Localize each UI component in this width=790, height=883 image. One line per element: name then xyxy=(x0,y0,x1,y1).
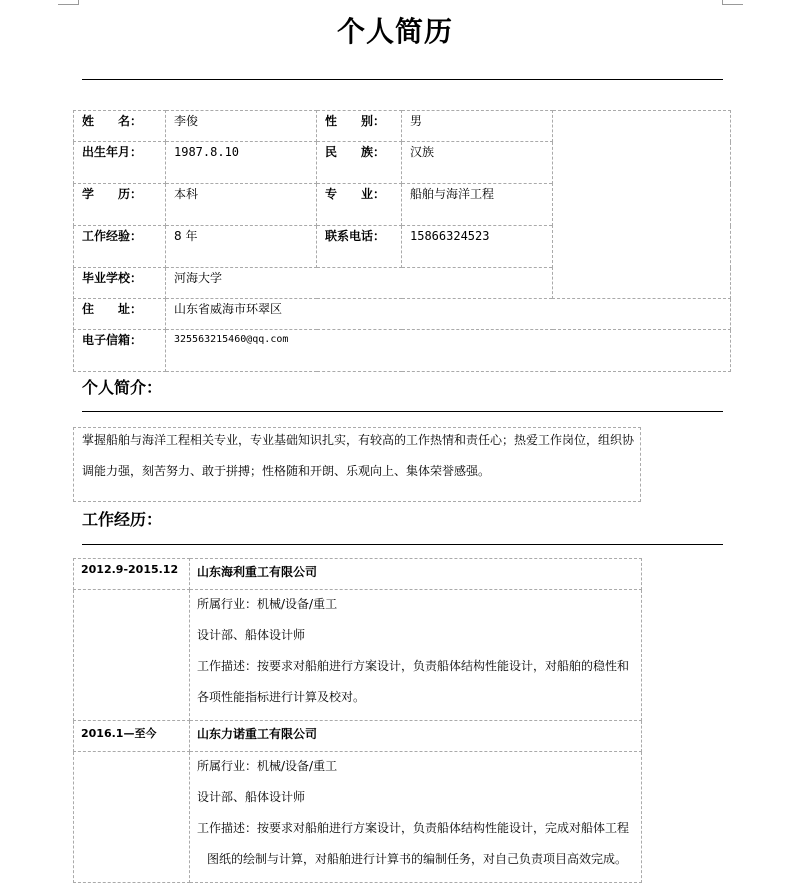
school-label: 毕业学校： xyxy=(74,268,166,299)
job-header-row xyxy=(74,721,642,752)
address-value: 山东省威海市环翠区 xyxy=(166,299,731,330)
page-corner-mark-right xyxy=(722,0,743,5)
page-corner-mark-left xyxy=(58,0,79,5)
job-position: 设计部、船体设计师 xyxy=(197,790,306,804)
address-label: 住 址： xyxy=(74,299,166,330)
job-period-spacer xyxy=(74,590,190,721)
work-history-table xyxy=(73,558,642,883)
job-company: 山东海利重工有限公司 xyxy=(190,559,642,590)
ethnicity-value: 汉族 xyxy=(402,142,553,184)
job-period: 2012.9-2015.12 xyxy=(74,559,190,590)
job-industry: 所属行业：机械/设备/重工 xyxy=(197,597,338,611)
job-details xyxy=(190,590,642,721)
job-detail-row xyxy=(74,590,642,721)
work-divider xyxy=(82,544,723,545)
name-value: 李俊 xyxy=(166,111,317,142)
phone-value: 15866324523 xyxy=(402,226,553,268)
job-industry: 所属行业：机械/设备/重工 xyxy=(197,759,338,773)
summary-box xyxy=(73,427,641,502)
name-label: 姓 名： xyxy=(74,111,166,142)
job-desc-line-1: 工作描述：按要求对船舶进行方案设计，负责船体结构性能设计，完成对船体工程 xyxy=(197,821,630,835)
page-title: 个人简历 xyxy=(336,15,453,48)
ethnicity-label: 民 族： xyxy=(317,142,402,184)
summary-heading: 个人简介： xyxy=(82,378,163,397)
email-value: 325563215460@qq.com xyxy=(166,330,731,372)
gender-label: 性 别： xyxy=(317,111,402,142)
gender-value: 男 xyxy=(402,111,553,142)
job-header-row xyxy=(74,559,642,590)
education-label: 学 历： xyxy=(74,184,166,226)
photo-placeholder xyxy=(553,111,731,299)
education-value: 本科 xyxy=(166,184,317,226)
experience-value: 8 年 xyxy=(166,226,317,268)
major-label: 专 业： xyxy=(317,184,402,226)
email-label: 电子信箱： xyxy=(74,330,166,372)
title-divider xyxy=(82,79,723,80)
summary-line-1: 掌握船舶与海洋工程相关专业，专业基础知识扎实，有较高的工作热情和责任心；热爱工作岗位，组织协 xyxy=(82,433,635,447)
job-position: 设计部、船体设计师 xyxy=(197,628,306,642)
job-detail-row xyxy=(74,752,642,883)
experience-label: 工作经验： xyxy=(74,226,166,268)
major-value: 船舶与海洋工程 xyxy=(402,184,553,226)
job-period-spacer xyxy=(74,752,190,883)
summary-line-2: 调能力强，刻苦努力、敢于拼搏；性格随和开朗、乐观向上、集体荣誉感强。 xyxy=(82,464,491,478)
job-company: 山东力诺重工有限公司 xyxy=(190,721,642,752)
work-heading: 工作经历： xyxy=(82,510,163,529)
job-desc-line-1: 工作描述：按要求对船舶进行方案设计，负责船体结构性能设计，对船舶的稳性和 xyxy=(197,659,630,673)
job-period: 2016.1—至今 xyxy=(74,721,190,752)
summary-divider xyxy=(82,411,723,412)
job-desc-line-2: 各项性能指标进行计算及校对。 xyxy=(197,690,366,704)
birth-value: 1987.8.10 xyxy=(166,142,317,184)
school-value: 河海大学 xyxy=(166,268,553,299)
job-details xyxy=(190,752,642,883)
basic-info-table xyxy=(73,110,731,372)
phone-label: 联系电话： xyxy=(317,226,402,268)
birth-label: 出生年月： xyxy=(74,142,166,184)
job-desc-line-2: 图纸的绘制与计算，对船舶进行计算书的编制任务，对自己负责项目高效完成。 xyxy=(207,852,628,866)
